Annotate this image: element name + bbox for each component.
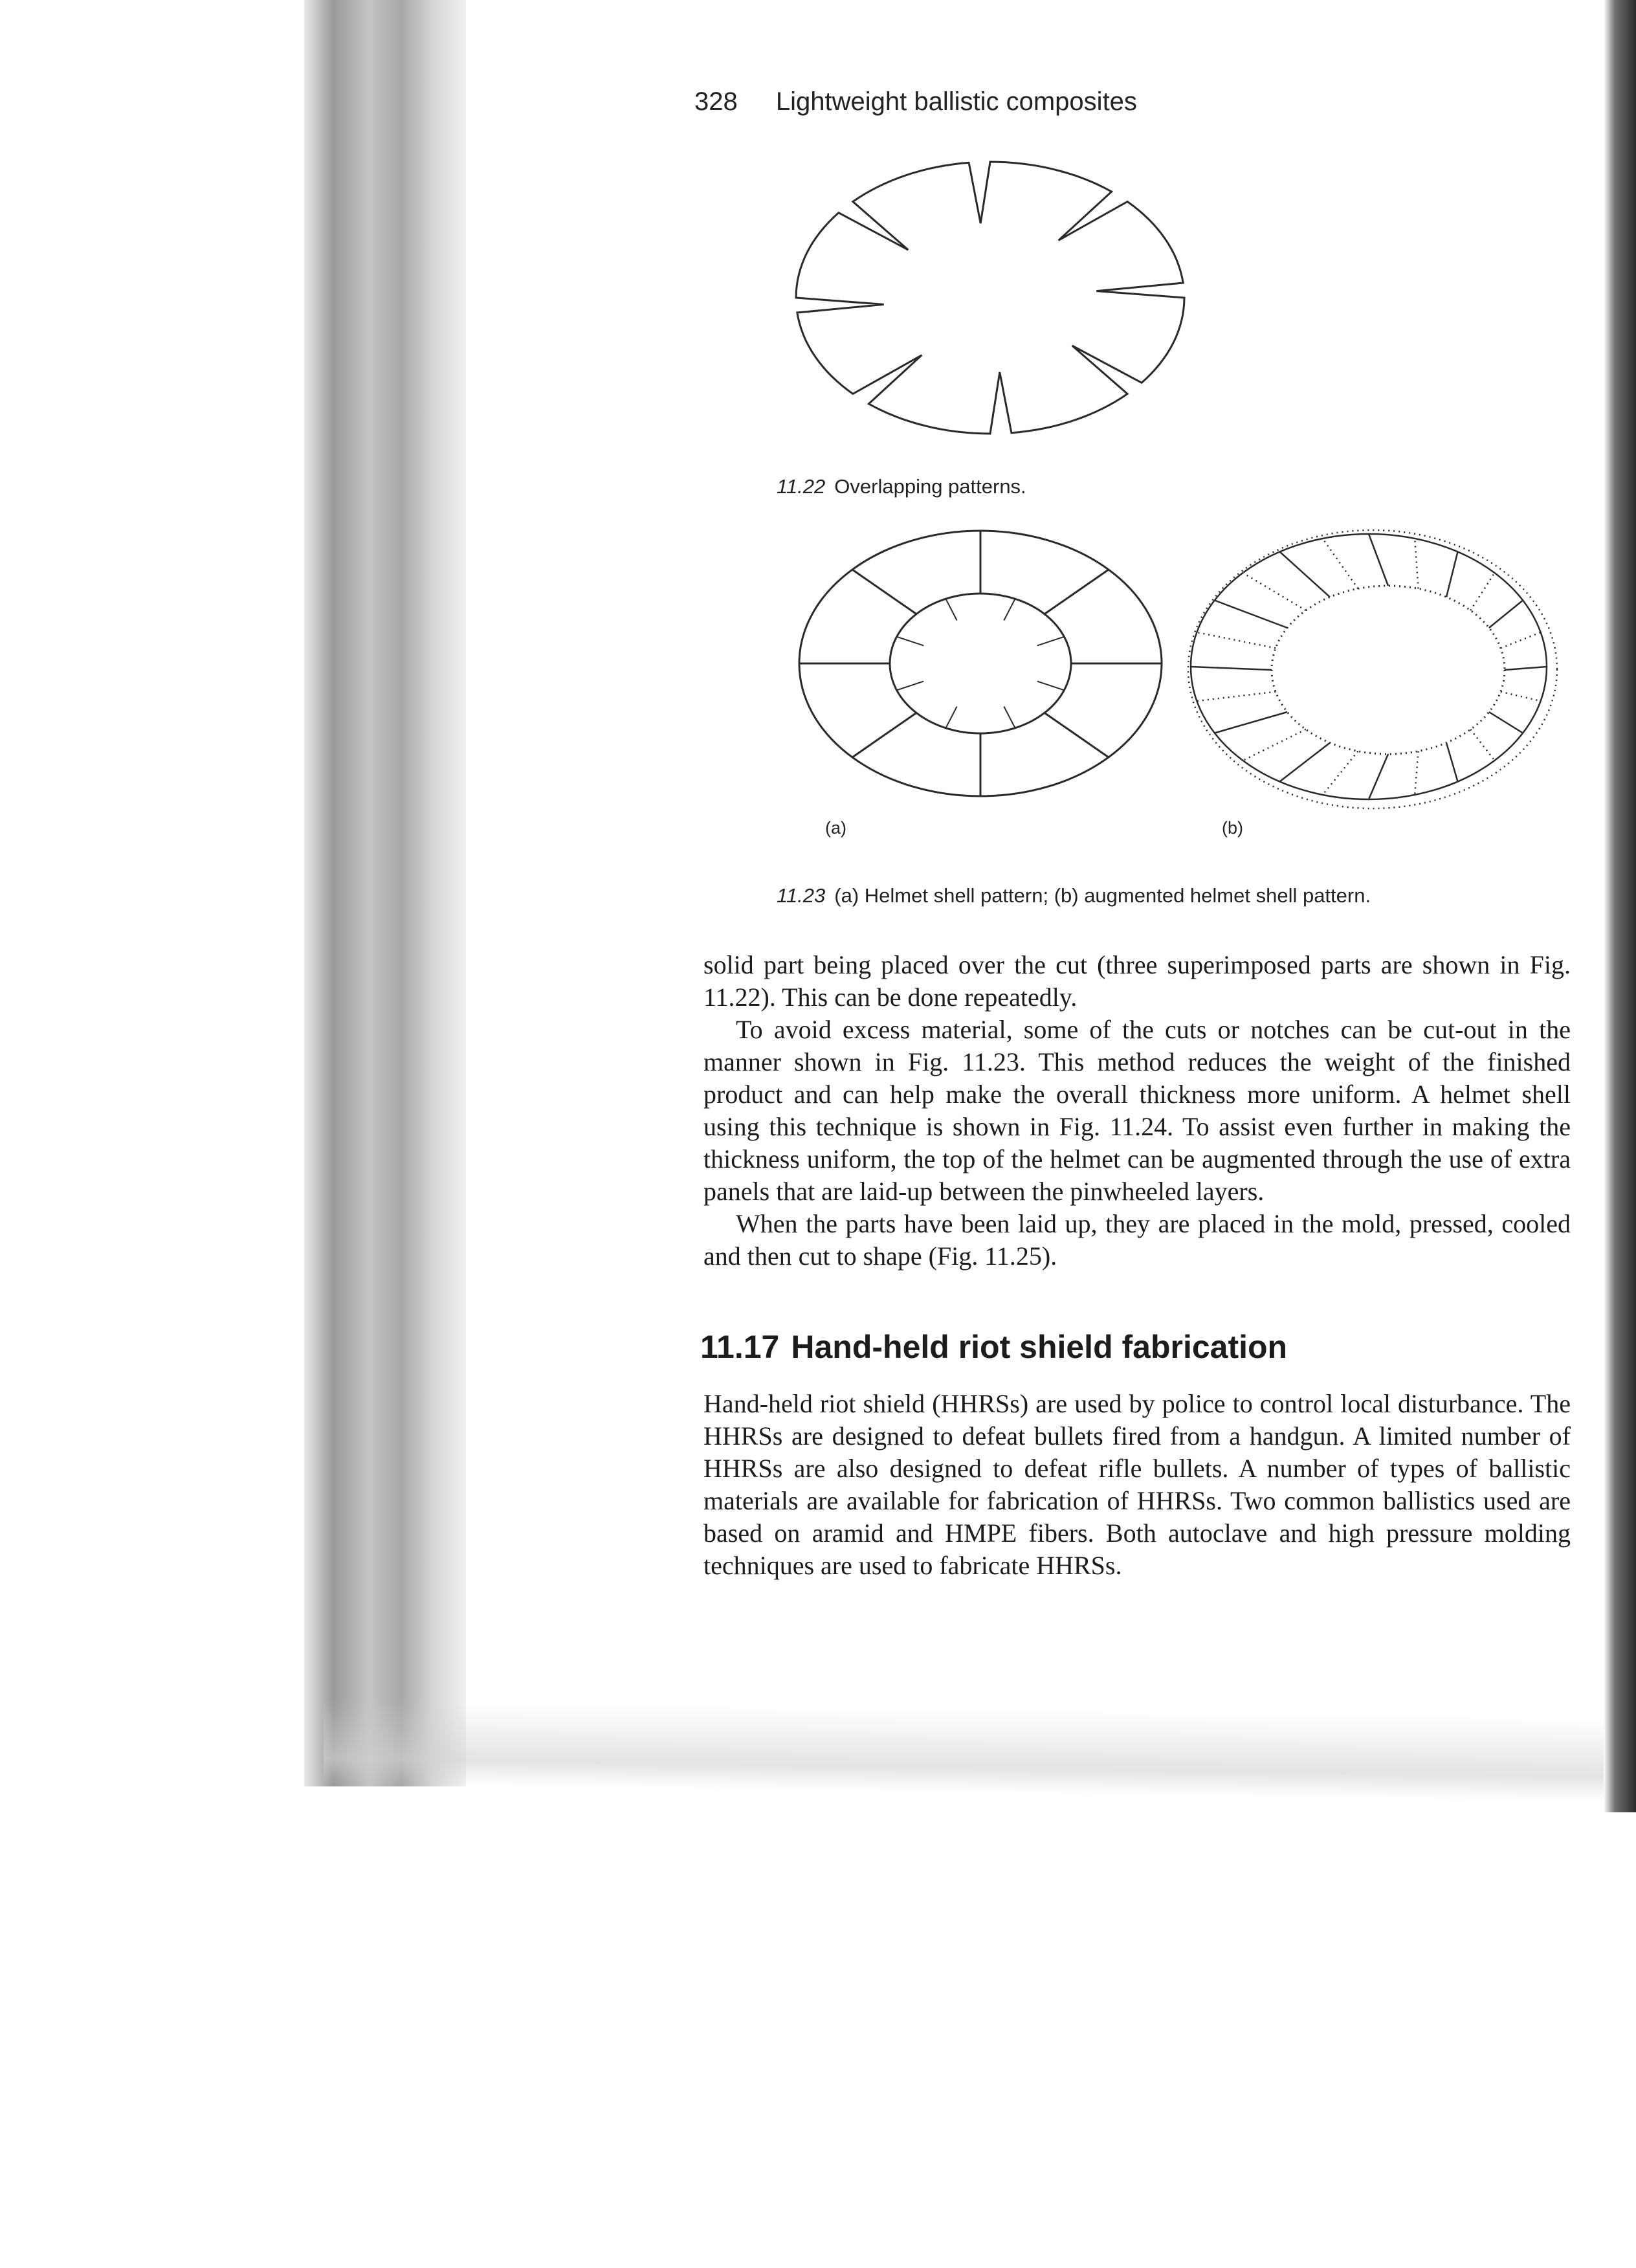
inner-notch	[945, 599, 956, 620]
augment-panel-seam	[1415, 539, 1418, 588]
page-bottom-shadow	[324, 1700, 1636, 1802]
radial-seam	[1446, 743, 1458, 782]
augment-panel-seam	[1197, 692, 1276, 701]
pinwheel-outline	[796, 162, 1184, 434]
radial-seam	[1489, 712, 1523, 733]
inner-notch	[1004, 707, 1015, 728]
radial-seam	[1191, 667, 1272, 670]
inner-notch	[945, 707, 956, 728]
paragraph: When the parts have been laid up, they are placed in the mold, pressed, cooled and then cut to shape (Fig. 11.25).	[703, 1209, 1571, 1271]
radial-seam	[1215, 601, 1287, 628]
augment-panel-seam	[1501, 632, 1541, 648]
augment-panel-seam	[1323, 751, 1358, 795]
figure-11-22-caption: 11.22 Overlapping patterns.	[777, 475, 1026, 498]
section-heading: 11.17 Hand-held riot shield fabrication	[700, 1329, 1288, 1365]
augment-panel-seam	[1323, 539, 1358, 588]
paragraph: To avoid excess material, some of the cuts or notches can be cut-out in the manner shown in Fig. 11.23. This method reduces the weight of the finished product and can help make the overall thickness more uniform. A helmet shell using this technique is shown in Fig. 11.24. To assist even further in making the thickness uniform, the top of the helmet can be augmented through the use of extra panels that are laid-up between the pinwheeled layers.	[703, 1015, 1571, 1206]
radial-seam	[1045, 713, 1109, 757]
radial-seam	[1045, 570, 1109, 614]
running-title: Lightweight ballistic composites	[775, 87, 1137, 116]
augment-panel-seam	[1415, 751, 1418, 795]
augment-panel-seam	[1501, 692, 1541, 701]
radial-seam	[1505, 667, 1547, 670]
augment-panel-seam	[1470, 573, 1494, 610]
figure-11-23-label-b: (b)	[1222, 818, 1243, 838]
augment-panel-seam	[1243, 573, 1306, 610]
inner-notch	[1037, 637, 1065, 646]
radial-seam	[1369, 754, 1388, 799]
radial-seam	[1215, 712, 1287, 733]
inner-notch	[897, 637, 924, 646]
radial-seam	[1280, 551, 1331, 597]
radial-seam	[1446, 551, 1458, 597]
radial-seam	[1489, 601, 1523, 628]
figure-11-22-overlapping-pattern	[777, 142, 1204, 453]
body-text-section	[703, 1388, 1571, 1582]
body-text-top	[703, 949, 1571, 1273]
radial-seam	[1369, 534, 1388, 586]
paragraph: solid part being placed over the cut (three superimposed parts are shown in Fig. 11.22). This can be done repeatedly.	[703, 950, 1571, 1012]
inner-dotted-ellipse	[1272, 586, 1505, 754]
augment-panel-seam	[1197, 632, 1276, 648]
radial-seam	[852, 570, 916, 614]
inner-notch	[1037, 682, 1065, 691]
inner-notch	[1004, 599, 1015, 620]
figure-11-23-label-a: (a)	[825, 818, 846, 838]
figure-11-23a-helmet-shell-pattern	[793, 524, 1168, 803]
running-header	[694, 87, 1137, 117]
figure-11-23-caption: 11.23 (a) Helmet shell pattern; (b) augmented helmet shell pattern.	[777, 884, 1371, 907]
paragraph: Hand-held riot shield (HHRSs) are used by police to control local disturbance. The HHRSs are designed to defeat bullets fired from a handgun. A limited number of HHRSs are also designed to defeat rifle bullets. A number of types of ballistic materials are available for fabrication of HHRSs. Two common ballistics used are based on aramid and HMPE fibers. Both autoclave and high pressure molding techniques are used to fabricate HHRSs.	[703, 1389, 1571, 1580]
inner-notch	[897, 682, 924, 691]
radial-seam	[1280, 743, 1331, 782]
page-right-edge-shadow	[1604, 0, 1636, 1812]
augment-panel-seam	[1243, 729, 1306, 761]
book-spine-shadow	[304, 0, 466, 1786]
radial-seam	[852, 713, 916, 757]
outer-ellipse	[1191, 534, 1547, 799]
page-number: 328	[694, 87, 738, 116]
inner-ellipse	[890, 594, 1071, 733]
augment-panel-seam	[1470, 729, 1494, 761]
figure-11-23b-augmented-helmet-shell-pattern	[1181, 518, 1556, 816]
